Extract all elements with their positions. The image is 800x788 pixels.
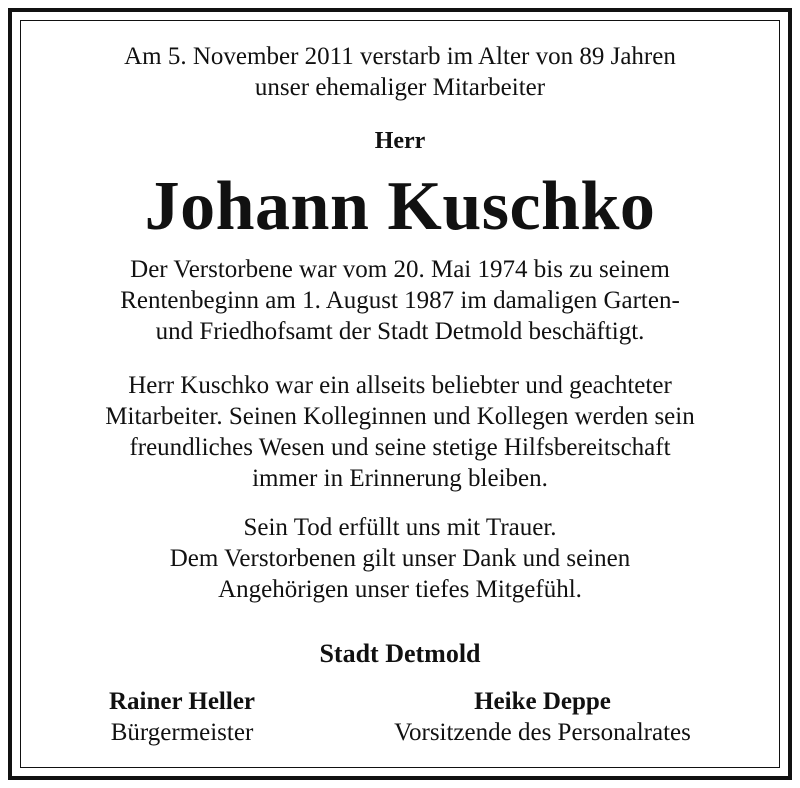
signatory-name: Rainer Heller bbox=[108, 688, 256, 715]
signatory-title: Vorsitzende des Personalrates bbox=[394, 719, 691, 746]
intro-line: Am 5. November 2011 verstarb im Alter von 89 Jahren bbox=[124, 43, 676, 70]
signatory-mayor bbox=[82, 686, 282, 748]
organization-name: Stadt Detmold bbox=[319, 639, 481, 668]
signatory-staff-council bbox=[350, 686, 735, 748]
paragraph-line: Angehörigen unser tiefes Mitgefühl. bbox=[218, 576, 582, 603]
paragraph-line: freundliches Wesen und seine stetige Hilfsbereitschaft bbox=[129, 434, 671, 461]
paragraph-line: Der Verstorbene war vom 20. Mai 1974 bis zu seinem bbox=[130, 256, 670, 283]
deceased-name: Johann Kuschko bbox=[144, 168, 656, 245]
intro-line: unser ehemaliger Mitarbeiter bbox=[254, 74, 546, 101]
paragraph-line: Herr Kuschko war ein allseits beliebter und geachteter bbox=[128, 372, 672, 399]
paragraph-line: Mitarbeiter. Seinen Kolleginnen und Kollegen werden sein bbox=[105, 403, 695, 430]
paragraph-line: Rentenbeginn am 1. August 1987 im damaligen Garten- bbox=[120, 287, 680, 314]
paragraph-line: Dem Verstorbenen gilt unser Dank und seinen bbox=[169, 545, 631, 572]
tribute-paragraph bbox=[20, 370, 780, 494]
salutation: Herr bbox=[374, 128, 426, 154]
paragraph-line: Sein Tod erfüllt uns mit Trauer. bbox=[243, 514, 557, 541]
signatory-title: Bürgermeister bbox=[110, 719, 254, 746]
signatory-name: Heike Deppe bbox=[474, 688, 611, 715]
paragraph-line: und Friedhofsamt der Stadt Detmold beschäftigt. bbox=[155, 318, 645, 345]
intro-text bbox=[20, 41, 780, 103]
condolence-paragraph bbox=[20, 512, 780, 605]
paragraph-line: immer in Erinnerung bleiben. bbox=[252, 465, 548, 492]
employment-paragraph bbox=[20, 254, 780, 347]
